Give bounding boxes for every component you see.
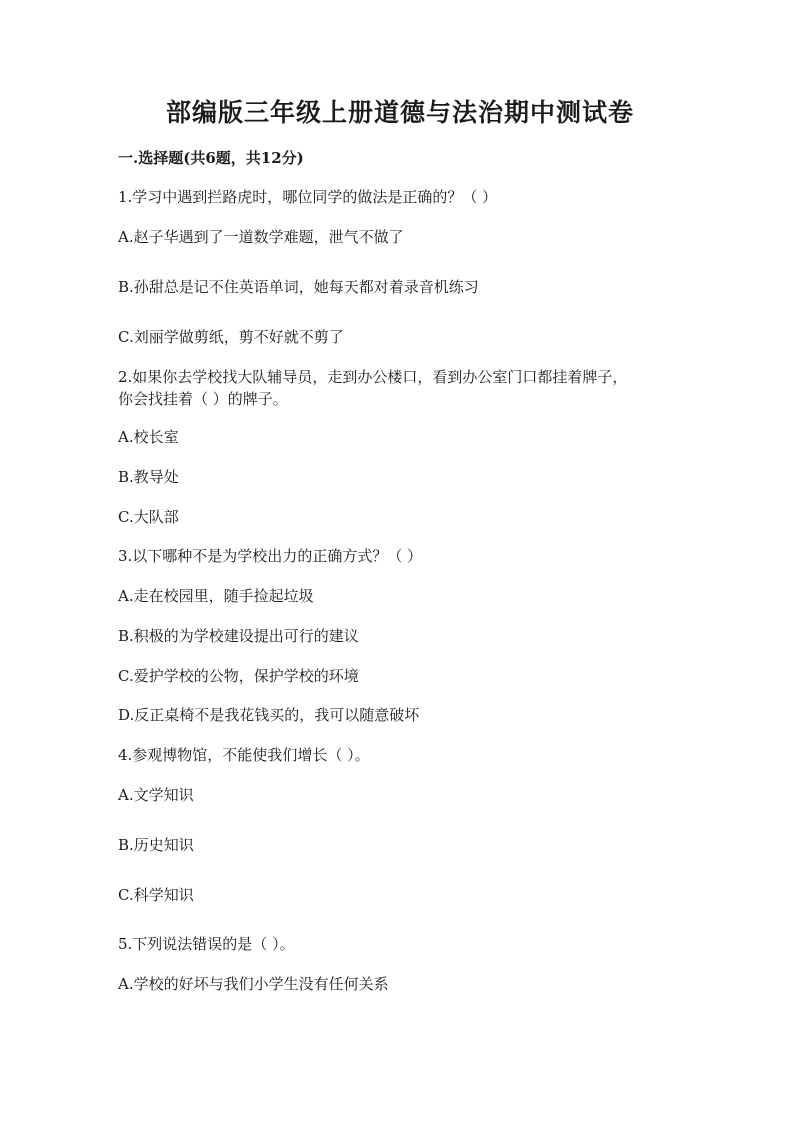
exam-title: 部编版三年级上册道德与法治期中测试卷 (165, 98, 634, 127)
question-4-option-c: C.科学知识 (118, 886, 194, 904)
question-3-option-c: C.爱护学校的公物，保护学校的环境 (118, 667, 359, 685)
question-5-option-a: A.学校的好坏与我们小学生没有任何关系 (118, 975, 389, 993)
question-1-option-c: C.刘丽学做剪纸，剪不好就不剪了 (118, 328, 344, 346)
question-4-stem: 4.参观博物馆，不能使我们增长（ ）。 (118, 746, 370, 764)
question-4-option-a: A.文学知识 (118, 786, 194, 804)
question-3-option-a: A.走在校园里，随手捡起垃圾 (118, 587, 314, 605)
question-1-option-a: A.赵子华遇到了一道数学难题，泄气不做了 (118, 228, 404, 246)
question-1-option-b: B.孙甜总是记不住英语单词，她每天都对着录音机练习 (118, 278, 479, 296)
question-2-stem-line-2: 你会找挂着（ ）的牌子。 (118, 390, 288, 408)
question-2-option-c: C.大队部 (118, 508, 179, 526)
question-1-stem: 1.学习中遇到拦路虎时，哪位同学的做法是正确的？（ ） (118, 188, 498, 206)
question-3-stem: 3.以下哪种不是为学校出力的正确方式？（ ） (118, 547, 423, 565)
question-5-stem: 5.下列说法错误的是（ ）。 (118, 935, 295, 953)
question-3-option-b: B.积极的为学校建设提出可行的建议 (118, 627, 359, 645)
question-2-option-a: A.校长室 (118, 428, 179, 446)
question-2-option-b: B.教导处 (118, 468, 179, 486)
question-3-option-d: D.反正桌椅不是我花钱买的，我可以随意破坏 (118, 706, 420, 724)
section-heading: 一.选择题(共6题，共12分) (118, 149, 304, 167)
question-4-option-b: B.历史知识 (118, 836, 194, 854)
question-2-stem-line-1: 2.如果你去学校找大队辅导员，走到办公楼口，看到办公室门口都挂着牌子， (118, 368, 628, 386)
